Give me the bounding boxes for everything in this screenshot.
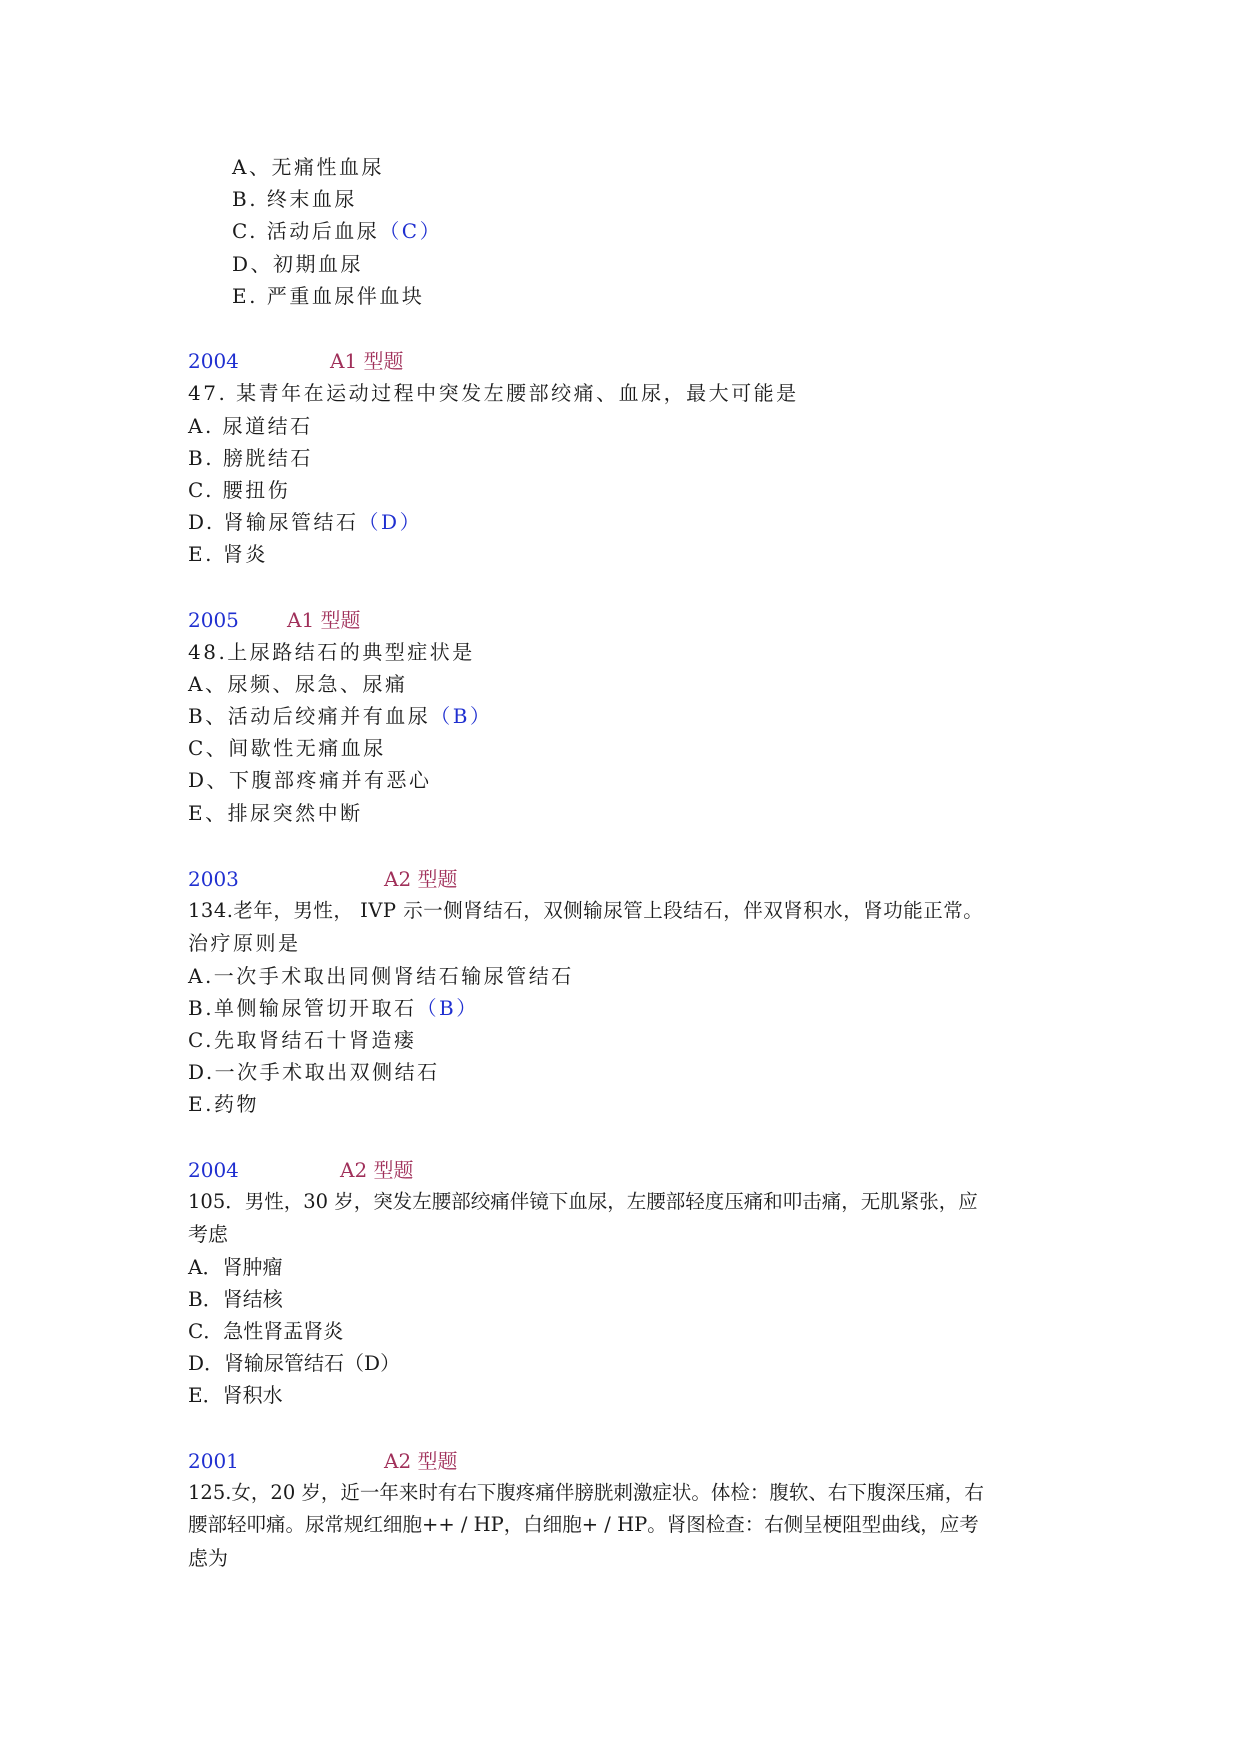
question-year: 2004 [188,349,239,373]
option-d: D. 肾输尿管结石（D） [188,510,423,534]
option-a: A. 尿道结石 [188,414,313,438]
option-a: A、尿频、尿急、尿痛 [188,672,408,696]
question-type: A2 型题 [384,867,458,891]
option-b: B．肾结核 [188,1287,283,1311]
option-e: E. 肾炎 [188,542,268,566]
question-stem: 47. 某青年在运动过程中突发左腰部绞痛、血尿，最大可能是 [188,381,799,405]
option-d: D、初期血尿 [232,252,364,276]
question-stem-cont: 虑为 [188,1546,228,1570]
option-a: A.一次手术取出同侧肾结石输尿管结石 [188,964,574,988]
option-d: D、下腹部疼痛并有恶心 [188,768,432,792]
question-stem: 105．男性，30 岁，突发左腰部绞痛伴镜下血尿，左腰部轻度压痛和叩击痛，无肌紧张，应 [188,1190,978,1213]
question-year: 2003 [188,867,239,891]
answer-mark: （D） [344,1351,401,1375]
question-type: A1 型题 [330,349,404,373]
question-stem-cont: 考虑 [188,1222,228,1246]
question-year: 2005 [188,608,239,632]
question-type: A2 型题 [340,1158,414,1182]
question-stem: 48.上尿路结石的典型症状是 [188,640,475,664]
question-stem-cont: 治疗原则是 [188,931,301,955]
question-type: A2 型题 [384,1449,458,1473]
question-stem-cont: 腰部轻叩痛。尿常规红细胞++ / HP，白细胞+ / HP。肾图检查：右侧呈梗阻型曲线，应考 [188,1513,979,1536]
option-c: C.先取肾结石十肾造瘘 [188,1028,417,1052]
option-e: E、排尿突然中断 [188,801,363,825]
question-type: A1 型题 [287,608,361,632]
option-b: B、活动后绞痛并有血尿（B） [188,704,493,728]
answer-mark: （B） [430,704,493,728]
question-stem: 125.女，20 岁，近一年来时有右下腹疼痛伴膀胱刺激症状。体检：腹软、右下腹深压痛，右 [188,1481,984,1504]
option-e: E．肾积水 [188,1383,283,1407]
answer-mark: （C） [379,219,443,243]
option-c: C、间歇性无痛血尿 [188,736,386,760]
option-d: D．肾输尿管结石（D） [188,1351,401,1375]
option-d: D.一次手术取出双侧结石 [188,1060,440,1084]
option-b: B. 终末血尿 [232,187,357,211]
answer-mark: （B） [416,996,479,1020]
question-stem: 134.老年，男性， IVP 示一侧肾结石，双侧输尿管上段结石，伴双肾积水，肾功能正常。 [188,899,984,922]
option-c: C. 腰扭伤 [188,478,291,502]
option-a: A．肾肿瘤 [188,1255,283,1279]
option-c: C．急性肾盂肾炎 [188,1319,344,1343]
question-year: 2004 [188,1158,239,1182]
option-b: B.单侧输尿管切开取石（B） [188,996,479,1020]
option-b: B. 膀胱结石 [188,446,313,470]
option-e: E. 严重血尿伴血块 [232,284,425,308]
answer-mark: （D） [358,510,423,534]
question-year: 2001 [188,1449,239,1473]
option-e: E.药物 [188,1092,259,1116]
option-c: C. 活动后血尿（C） [232,219,443,243]
option-a: A、无痛性血尿 [232,155,384,179]
